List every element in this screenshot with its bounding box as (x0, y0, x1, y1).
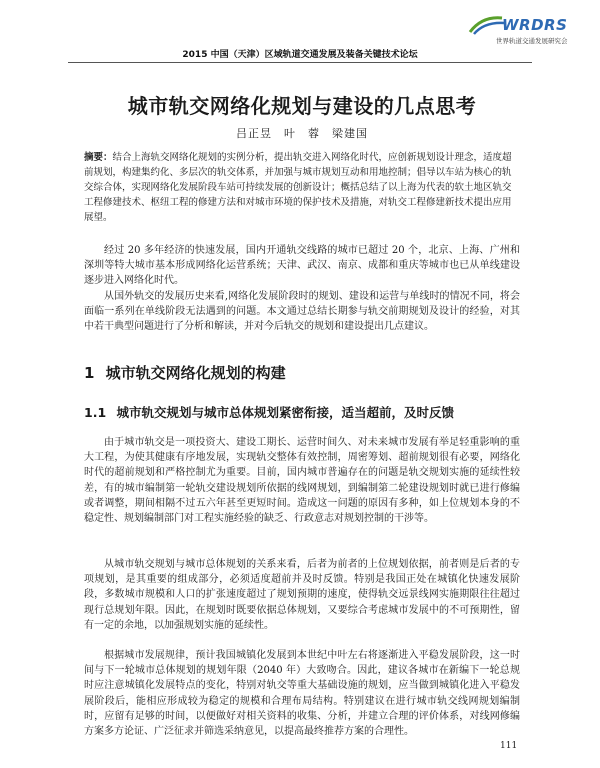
section-1-title: 城市轨交网络化规划的构建 (105, 364, 286, 382)
section-1-1-number: 1.1 (84, 405, 107, 420)
intro-paragraph-2: 从国外轨交的发展历史来看,网络化发展阶段时的规划、建设和运营与单线时的情况不同，将会面临一系列在单线阶段无法遇到的问题。本文通过总结长期参与轨交前期规划及设计的经验，对其中若干典型问题进行了分析和解读，并对今后轨交的规划和建设提出几点建议。 (84, 291, 520, 333)
abstract-label: 摘要： (84, 152, 113, 163)
header-divider (68, 62, 532, 63)
body-paragraph-2: 从城市轨交规划与城市总体规划的关系来看，后者为前者的上位规划依据，前者则是后者的专项规划，是其重要的组成部分，必须适度超前并及时反馈。特别是我国正处在城镇化快速发展阶段，多数城市规模和人口的扩张速度超过了规划预期的速度，使得轨交远景线网实施期限往往超过现行总规划年限。因此，在规划时既要依据总体规划，又要综合考虑城市发展中的不可预期性，留有一定的余地，以加强规划实施的延续性。 (84, 559, 520, 631)
intro-paragraph-1: 经过 20 多年经济的快速发展，国内开通轨交线路的城市已超过 20 个，北京、上海、广州和深圳等特大城市基本形成网络化运营系统；天津、武汉、南京、成都和重庆等城市也已从单线建设逐步进入网络化时代。 (84, 245, 520, 287)
running-header: 2015 中国（天津）区域轨道交通发展及装备关键技术论坛 (182, 50, 418, 60)
logo-wordmark: WRDRS (502, 16, 568, 34)
article-authors: 吕正昱 叶 蓉 梁建国 (236, 127, 368, 140)
article-title: 城市轨交网络化规划与建设的几点思考 (127, 94, 477, 118)
page-number: 111 (500, 741, 518, 751)
abstract-text: 结合上海轨交网络化规划的实例分析，提出轨交进入网络化时代，应创新规划设计理念，适度超前规划，构建集约化、多层次的轨交体系，并加强与城市规划互动和用地控制；倡导以车站为核心的轨交综合体，实现网络化发展阶段车站可持续发展的创新设计；概括总结了以上海为代表的软土地区轨交工程修建技术、枢纽工程的修建方法和对城市环境的保护技术及措施，对轨交工程修建新技术提出应用展望。 (84, 152, 512, 223)
section-1-1-heading (84, 403, 520, 421)
section-1-heading (84, 362, 520, 383)
section-1-1-title: 城市轨交规划与城市总体规划紧密衔接，适当超前，及时反馈 (116, 405, 455, 420)
body-paragraph-3: 根据城市发展规律，预计我国城镇化发展到本世纪中叶左右将逐渐进入平稳发展阶段，这一时间与下一轮城市总体规划的规划年限（2040 年）大致吻合。因此，建议各城市在新编下一轮总规时应注意城镇化发展特点的变化，特别对轨交等重大基础设施的规划，应当做到城镇化进入平稳发展阶段后，能相应形成较为稳定的规模和合理布局结构。特别建议在进行城市轨交线网规划编制时，应留有足够的时间，以便做好对相关资料的收集、分析，并建立合理的评价体系，对线网修编方案多方论证、广泛征求并筛选采纳意见，以提高最终推荐方案的合理性。 (84, 650, 520, 738)
section-1-number: 1 (84, 364, 95, 382)
abstract (84, 150, 514, 225)
body-paragraph-1: 由于城市轨交是一项投资大、建设工期长、运营时间久、对未来城市发展有举足轻重影响的重大工程，为使其健康有序地发展，实现轨交整体有效控制，周密筹划、超前规划很有必要，网络化时代的超前规划和严格控制尤为重要。目前，国内城市普遍存在的问题是轨交规划实施的延续性较差，有的城市编制第一轮轨交建设规划所依据的线网规划，到编制第二轮建设规划时就已进行修编或者调整，期间相隔不过五六年甚至更短时间。造成这一问题的原因有多种，如上位规划本身的不稳定性、规划编制部门对工程实施经验的缺乏、行政意志对规划控制的干涉等。 (84, 437, 520, 525)
logo-subtitle: 世界轨道交通发展研究会 (496, 37, 568, 45)
